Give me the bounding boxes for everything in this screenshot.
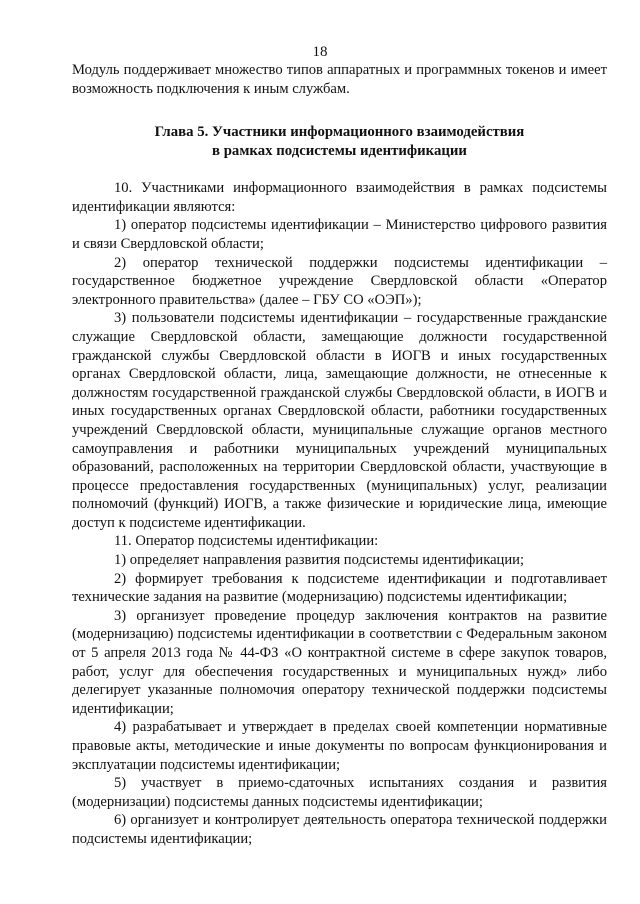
clause-11-item-2: 2) формирует требования к подсистеме идентификации и подготавливает технические задания на развитие (модернизацию) подсистемы идентификации; xyxy=(72,570,607,606)
clause-10-item-2: 2) оператор технической поддержки подсистемы идентификации – государственное бюджетное учреждение Свердловской области «Оператор электронного правительства» (далее – ГБУ СО «ОЭП»); xyxy=(72,254,607,308)
page-number: 18 xyxy=(312,44,328,60)
chapter-heading xyxy=(72,123,607,161)
clause-10: 10. Участниками информационного взаимодействия в рамках подсистемы идентификации являются: xyxy=(72,180,607,215)
clause-11-item-5: 5) участвует в приемо-сдаточных испытаниях создания и развития (модернизации) подсистемы данных подсистемы идентификации; xyxy=(72,775,607,810)
intro-paragraph: Модуль поддерживает множество типов аппаратных и программных токенов и имеет возможность подключения к иным службам. xyxy=(72,62,607,97)
clause-11-item-3: 3) организует проведение процедур заключения контрактов на развитие (модернизацию) подсистемы идентификации в соответствии с Федеральным законом от 5 апреля 2013 года № 44-ФЗ «О контрактной системе в сфере закупок товаров, работ, услуг для обеспечения государственных и муниципальных нужд» либо делегирует указанные полномочия оператору технической поддержки подсистемы идентификации; xyxy=(72,607,607,717)
clause-11-item-4: 4) разрабатывает и утверждает в пределах своей компетенции нормативные правовые акты, методические и иные документы по вопросам функционирования и эксплуатации подсистемы идентификации; xyxy=(72,719,607,773)
clause-10-item-1: 1) оператор подсистемы идентификации – Министерство цифрового развития и связи Свердловской области; xyxy=(72,217,607,252)
clause-11-item-1: 1) определяет направления развития подсистемы идентификации; xyxy=(114,552,525,569)
clause-11: 11. Оператор подсистемы идентификации: xyxy=(114,533,379,550)
clause-10-item-3: 3) пользователи подсистемы идентификации – государственные гражданские служащие Свердловской области, замещающие должности государственной гражданской службы Свердловской области в ИОГВ и иных государственных органах Свердловской области, лица, замещающие должности, не отнесенные к должностям государственной гражданской службы Свердловской области, в ИОГВ и иных государственных органах Свердловской области, работники государственных учреждений Свердловской области, муниципальные служащие органов местного самоуправления и работники муниципальных учреждений муниципальных образований, расположенных на территории Свердловской области, участвующие в процессе предоставления государственных (муниципальных) услуг, реализации полномочий (функций) ИОГВ, а также физические и юридические лица, имеющие доступ к подсистеме идентификации. xyxy=(72,310,607,531)
chapter-title: Глава 5. Участники информационного взаимодействия xyxy=(154,124,525,141)
clause-11-item-6: 6) организует и контролирует деятельность оператора технической поддержки подсистемы идентификации; xyxy=(72,812,607,847)
chapter-subtitle: в рамках подсистемы идентификации xyxy=(212,143,467,160)
